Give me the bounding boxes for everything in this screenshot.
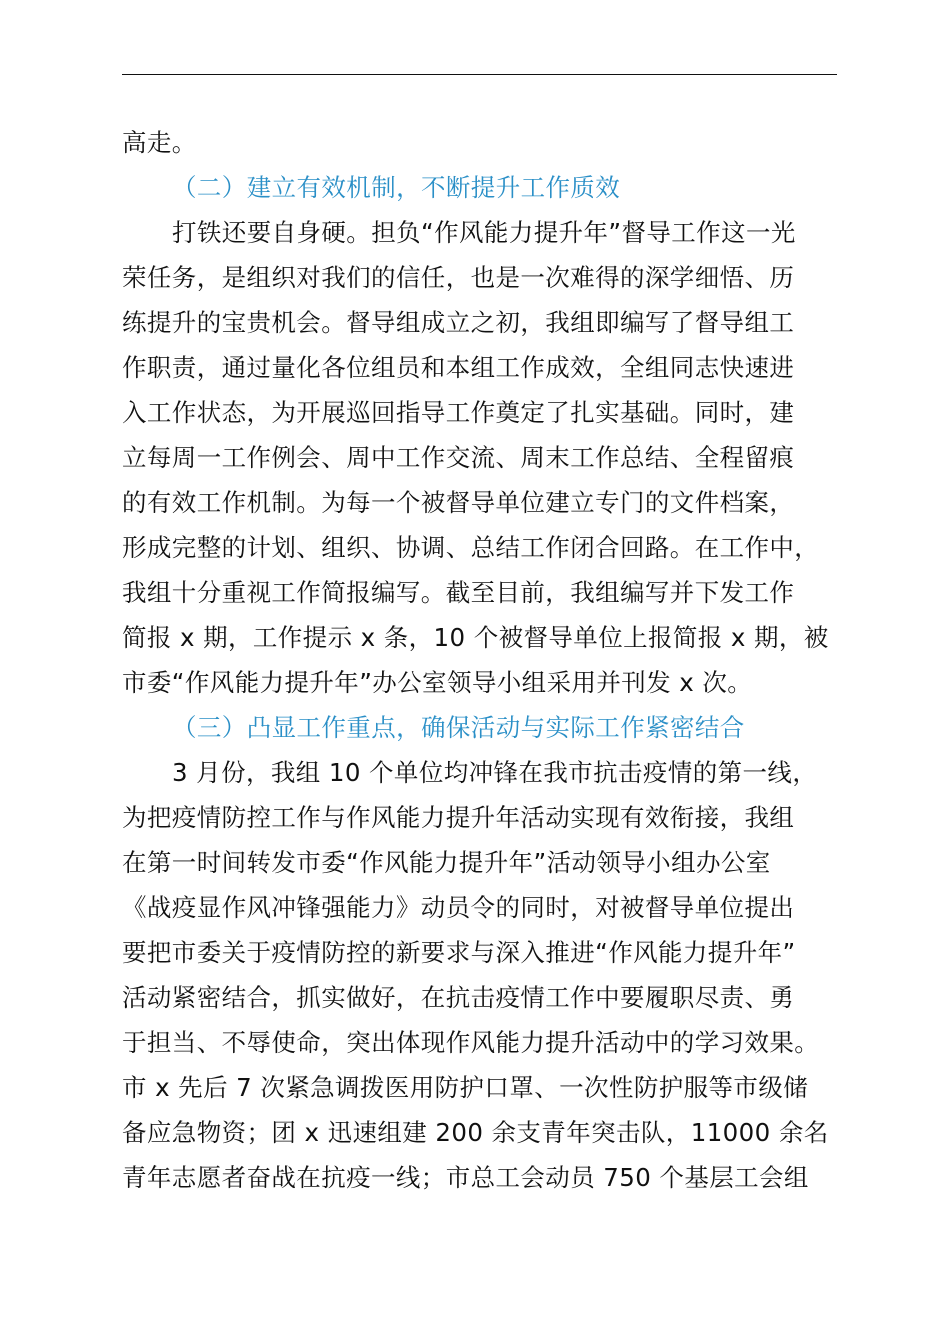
- body-line: 入工作状态，为开展巡回指导工作奠定了扎实基础。同时，建: [122, 398, 795, 427]
- body-line: 简报 x 期，工作提示 x 条，10 个被督导单位上报简报 x 期，被: [122, 623, 829, 652]
- body-line: 高走。: [122, 128, 197, 157]
- body-line: 备应急物资；团 x 迅速组建 200 余支青年突击队，11000 余名: [122, 1118, 829, 1147]
- body-line: 立每周一工作例会、周中工作交流、周末工作总结、全程留痕: [122, 443, 795, 472]
- body-line: 市委“作风能力提升年”办公室领导小组采用并刊发 x 次。: [122, 668, 753, 697]
- section-heading-2: （二）建立有效机制，不断提升工作质效: [172, 173, 621, 202]
- body-line: 在第一时间转发市委“作风能力提升年”活动领导小组办公室: [122, 848, 771, 877]
- paragraph-start: 打铁还要自身硬。担负“作风能力提升年”督导工作这一光: [172, 218, 796, 247]
- body-line: 荣任务，是组织对我们的信任，也是一次难得的深学细悟、历: [122, 263, 795, 292]
- body-line: 于担当、不辱使命，突出体现作风能力提升活动中的学习效果。: [122, 1028, 820, 1057]
- body-line: 《战疫显作风冲锋强能力》动员令的同时，对被督导单位提出: [122, 893, 795, 922]
- body-line: 为把疫情防控工作与作风能力提升年活动实现有效衔接，我组: [122, 803, 795, 832]
- header-rule: [122, 74, 837, 75]
- body-line: 活动紧密结合，抓实做好，在抗击疫情工作中要履职尽责、勇: [122, 983, 795, 1012]
- body-line: 我组十分重视工作简报编写。截至目前，我组编写并下发工作: [122, 578, 795, 607]
- section-heading-3: （三）凸显工作重点，确保活动与实际工作紧密结合: [172, 713, 745, 742]
- body-line: 形成完整的计划、组织、协调、总结工作闭合回路。在工作中，: [122, 533, 820, 562]
- paragraph-start: 3 月份，我组 10 个单位均冲锋在我市抗击疫情的第一线，: [172, 758, 818, 787]
- body-line: 作职责，通过量化各位组员和本组工作成效，全组同志快速进: [122, 353, 795, 382]
- body-line: 练提升的宝贵机会。督导组成立之初，我组即编写了督导组工: [122, 308, 795, 337]
- body-line: 市 x 先后 7 次紧急调拨医用防护口罩、一次性防护服等市级储: [122, 1073, 809, 1102]
- body-line: 要把市委关于疫情防控的新要求与深入推进“作风能力提升年”: [122, 938, 796, 967]
- body-line: 青年志愿者奋战在抗疫一线；市总工会动员 750 个基层工会组: [122, 1163, 809, 1192]
- body-line: 的有效工作机制。为每一个被督导单位建立专门的文件档案，: [122, 488, 795, 517]
